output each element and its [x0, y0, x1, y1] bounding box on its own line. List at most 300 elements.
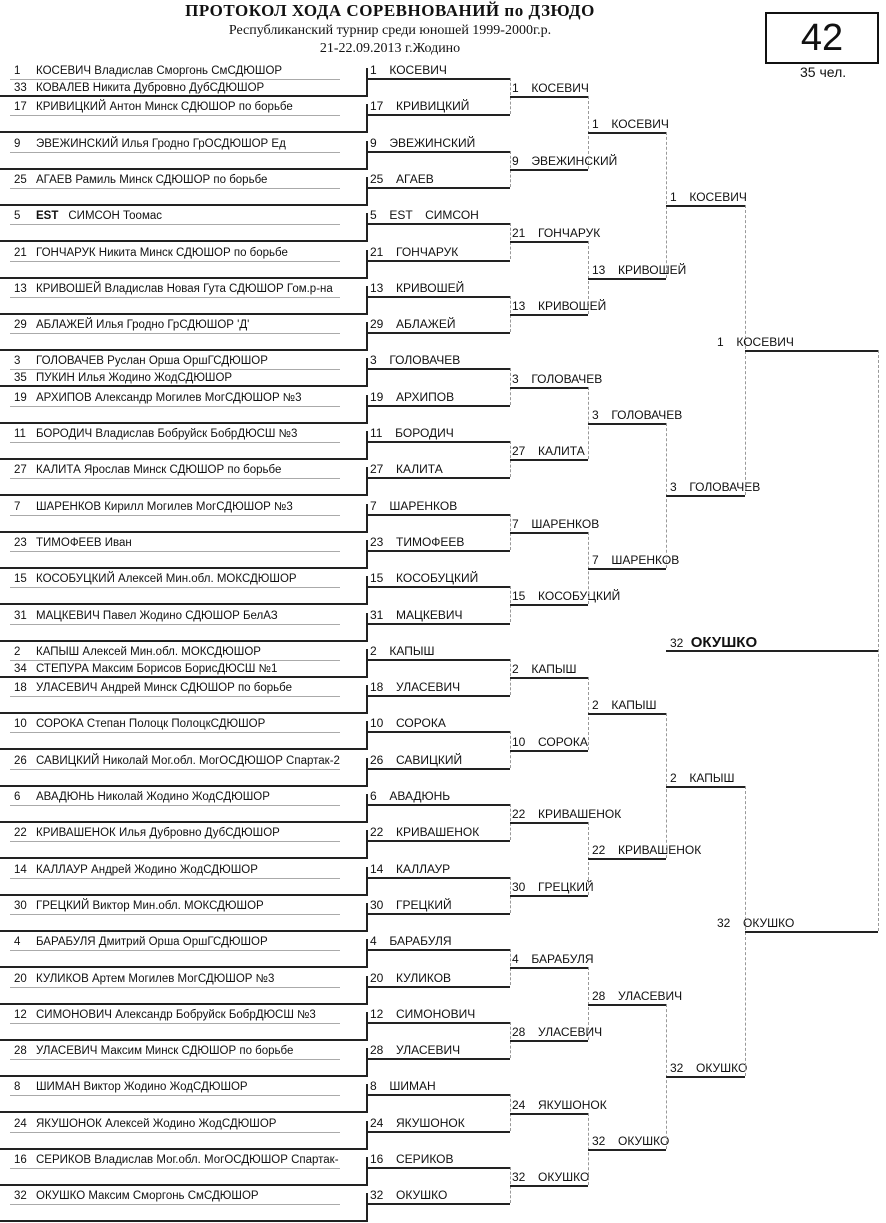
round-1-winner: 13 КРИВОШЕЙ [370, 280, 465, 295]
entry-number: 28 [14, 1045, 27, 1058]
entry-row [14, 1009, 316, 1021]
entry-connector [366, 1193, 368, 1221]
round-1-winner: 11 БОРОДИЧ [370, 426, 454, 440]
entry-number: 26 [14, 754, 27, 767]
entry-name: АБЛАЖЕЙ Илья Гродно ГрСДЮШОР 'Д' [36, 319, 250, 332]
entry-separator [0, 531, 368, 533]
round-line [510, 967, 588, 969]
round-line [366, 1167, 510, 1169]
entry-connector [366, 685, 368, 713]
round-line [510, 532, 588, 534]
entry-underline [10, 115, 340, 116]
entry-name: ГРЕЦКИЙ Виктор Мин.обл. МОКСДЮШОР [36, 899, 264, 912]
entry-underline [10, 987, 340, 988]
entry-name: СИМОНОВИЧ Александр Бобруйск БобрДЮСШ №3 [36, 1008, 316, 1021]
entry-underline [10, 297, 340, 298]
round-line [510, 459, 588, 461]
round-1-winner: 29 АБЛАЖЕЙ [370, 317, 456, 332]
entry-connector [366, 250, 368, 278]
entry-underline [10, 1059, 340, 1060]
round-3-winner: 13 КРИВОШЕЙ [592, 262, 687, 277]
entry-separator [0, 458, 368, 460]
entry-separator [0, 349, 368, 351]
round-line [366, 260, 510, 262]
entry-separator [0, 930, 368, 932]
entry-separator [0, 494, 368, 496]
round-4-winner: 2 КАПЫШ [670, 770, 735, 785]
entry-number: 7 [14, 500, 21, 513]
entry-separator [0, 313, 368, 315]
round-1-winner: 30 ГРЕЦКИЙ [370, 897, 452, 912]
round-1-winner: 16 СЕРИКОВ [370, 1152, 454, 1166]
round-1-winner: 8 ШИМАН [370, 1079, 436, 1094]
round-line [366, 441, 510, 443]
round-line [510, 96, 588, 98]
entry-number: 19 [14, 391, 27, 404]
entry-underline [10, 478, 340, 479]
round-4-winner: 3 ГОЛОВАЧЕВ [670, 480, 761, 495]
round-line [510, 241, 588, 243]
entry-number: 18 [14, 682, 27, 695]
round-line [366, 913, 510, 915]
round-line [366, 332, 510, 334]
entry-number: 25 [14, 173, 27, 186]
round-line [588, 132, 666, 134]
round-1-winner: 17 КРИВИЦКИЙ [370, 99, 470, 114]
round-1-winner: 5 EST СИМСОН [370, 208, 479, 223]
entry-name: ОКУШКО Максим Сморгонь СмСДЮШОР [36, 1190, 259, 1203]
round-line [366, 586, 510, 588]
entry-connector [366, 177, 368, 205]
entry-number: 32 [14, 1190, 27, 1203]
entry-number: 20 [14, 972, 27, 985]
round-1-winner: 4 БАРАБУЛЯ [370, 934, 452, 949]
round-line [588, 278, 666, 280]
round-3-winner: 2 КАПЫШ [592, 698, 657, 713]
entry-name: КОСОБУЦКИЙ Алексей Мин.обл. МОКСДЮШОР [36, 573, 297, 586]
entry-connector [366, 758, 368, 786]
entry-connector [366, 504, 368, 532]
entry-row [14, 1045, 293, 1057]
tournament-subtitle: Республиканский турнир среди юношей 1999-2000г.р. [228, 23, 552, 38]
entry-number: 17 [14, 101, 27, 114]
entry-number: 13 [14, 282, 27, 295]
entry-separator [0, 966, 368, 968]
entry-underline [10, 261, 340, 262]
round-line [366, 1131, 510, 1133]
round-line [366, 695, 510, 697]
round-line [745, 350, 878, 352]
entry-underline [10, 1023, 340, 1024]
round-line [666, 205, 745, 207]
entry-row [14, 573, 297, 585]
entry-connector [366, 431, 368, 459]
entry-connector [366, 104, 368, 132]
entry-number: 4 [14, 936, 21, 949]
round-line [366, 731, 510, 733]
entry-name: ЯКУШОНОК Алексей Жодино ЖодСДЮШОР [36, 1117, 277, 1130]
entry-number: 6 [14, 791, 21, 803]
entry-row [14, 283, 333, 295]
prelim-entry-row [14, 372, 232, 384]
entry-row [14, 501, 293, 513]
final-connector [878, 350, 879, 931]
round-1-winner: 24 ЯКУШОНОК [370, 1115, 465, 1130]
entry-number: 1 [14, 65, 21, 77]
entry-name: КУЛИКОВ Артем Могилев МогСДЮШОР №3 [36, 972, 275, 985]
round-1-winner: 26 САВИЦКИЙ [370, 752, 463, 767]
entry-name: ГОНЧАРУК Никита Минск СДЮШОР по борьбе [36, 246, 288, 259]
entry-underline [10, 79, 340, 80]
round-line [510, 387, 588, 389]
entry-connector [366, 395, 368, 423]
round-1-winner: 31 МАЦКЕВИЧ [370, 607, 463, 622]
round-line [588, 713, 666, 715]
entry-underline [10, 188, 340, 189]
entry-underline [10, 551, 340, 552]
round-line [366, 151, 510, 153]
entry-underline [10, 950, 340, 951]
round-1-winner: 18 УЛАСЕВИЧ [370, 680, 461, 695]
entry-separator [0, 131, 368, 133]
entry-number: 22 [14, 827, 27, 840]
entry-name: САВИЦКИЙ Николай Мог.обл. МогОСДЮШОР Спартак-2 [36, 754, 340, 767]
prelim-entry-name: СТЕПУРА Максим Борисов БорисДЮСШ №1 [36, 662, 278, 675]
round-line [510, 750, 588, 752]
round-line [366, 986, 510, 988]
entry-number: 5 [14, 210, 21, 223]
round-1-winner: 27 КАЛИТА [370, 462, 443, 477]
round-line [366, 1203, 510, 1205]
entry-separator [0, 603, 368, 605]
round-line [588, 1149, 666, 1151]
entry-separator [0, 857, 368, 859]
entry-name: ГОЛОВАЧЕВ Руслан Орша ОршГСДЮШОР [36, 355, 268, 368]
round-line [510, 169, 588, 171]
entry-row [14, 101, 293, 113]
entry-connector [366, 540, 368, 568]
entry-number: 10 [14, 718, 27, 731]
entry-row [14, 791, 270, 803]
entry-connector [366, 576, 368, 604]
round-2-winner: 7 ШАРЕНКОВ [512, 516, 600, 531]
entry-name: КРИВИЦКИЙ Антон Минск СДЮШОР по борьбе [36, 101, 293, 114]
entry-underline [10, 696, 340, 697]
entry-row [14, 1118, 276, 1130]
entry-country: EST [36, 210, 59, 223]
round-3-winner: 7 ШАРЕНКОВ [592, 553, 680, 568]
entry-name: КРИВАШЕНОК Илья Дубровно ДубСДЮШОР [36, 827, 280, 840]
entry-row [14, 1154, 339, 1166]
entry-separator [0, 1220, 368, 1222]
entry-number: 8 [14, 1081, 21, 1094]
entry-row [14, 210, 162, 222]
entry-underline [10, 333, 340, 334]
round-line [666, 495, 745, 497]
round-2-winner: 1 КОСЕВИЧ [512, 81, 589, 96]
entry-connector [366, 613, 368, 641]
round-3-winner: 1 КОСЕВИЧ [592, 117, 669, 132]
entry-connector [366, 1157, 368, 1185]
entry-connector [366, 358, 368, 386]
entry-name: ШАРЕНКОВ Кирилл Могилев МогСДЮШОР №3 [36, 500, 293, 513]
round-line [366, 768, 510, 770]
round-2-winner: 4 БАРАБУЛЯ [512, 952, 594, 967]
entry-underline [10, 769, 340, 770]
round-1-winner: 6 АВАДЮНЬ [370, 789, 451, 803]
entry-name: АВАДЮНЬ Николай Жодино ЖодСДЮШОР [36, 791, 270, 803]
entry-name: СИМСОН Тоомас [68, 210, 162, 223]
entry-underline [10, 587, 340, 588]
round-5-winner: 1 КОСЕВИЧ [717, 335, 794, 350]
entry-number: 9 [14, 137, 21, 150]
entry-underline [10, 878, 340, 879]
entry-row [14, 718, 265, 730]
entry-row [14, 65, 282, 77]
entry-row [14, 646, 261, 658]
entry-row [14, 174, 267, 186]
entry-number: 12 [14, 1008, 27, 1021]
entry-number: 30 [14, 899, 27, 912]
entry-name: УЛАСЕВИЧ Максим Минск СДЮШОР по борьбе [36, 1045, 294, 1058]
entry-separator [0, 1148, 368, 1150]
round-1-winner: 25 АГАЕВ [370, 171, 434, 186]
entry-row [14, 900, 264, 912]
round-1-winner: 7 ШАРЕНКОВ [370, 498, 458, 513]
round-3-winner: 22 КРИВАШЕНОК [592, 843, 702, 858]
entry-name: СЕРИКОВ Владислав Мог.обл. МогОСДЮШОР Спартак- [36, 1154, 339, 1166]
entry-name: КРИВОШЕЙ Владислав Новая Гута СДЮШОР Гом.р-на [36, 282, 333, 295]
entry-separator [0, 821, 368, 823]
entry-row [14, 138, 286, 150]
entry-separator [0, 676, 368, 678]
entry-name: УЛАСЕВИЧ Андрей Минск СДЮШОР по борьбе [36, 682, 292, 695]
round-2-winner: 9 ЭВЕЖИНСКИЙ [512, 153, 618, 168]
entry-number: 21 [14, 246, 27, 259]
entry-connector [366, 467, 368, 495]
entry-separator [0, 277, 368, 279]
entry-row [14, 1190, 259, 1202]
entry-underline [10, 369, 340, 370]
entry-separator [0, 785, 368, 787]
round-2-winner: 28 УЛАСЕВИЧ [512, 1024, 603, 1039]
entry-number: 27 [14, 464, 27, 477]
round-3-winner: 3 ГОЛОВАЧЕВ [592, 407, 683, 422]
entry-row [14, 827, 280, 839]
entry-connector [366, 286, 368, 314]
entry-name: АГАЕВ Рамиль Минск СДЮШОР по борьбе [36, 173, 268, 186]
entry-underline [10, 1132, 340, 1133]
entry-row [14, 537, 132, 549]
entry-underline [10, 442, 340, 443]
entry-name: АРХИПОВ Александр Могилев МогСДЮШОР №3 [36, 391, 302, 404]
round-line [366, 223, 510, 225]
participant-count: 35 чел. [800, 64, 847, 80]
round-2-winner: 27 КАЛИТА [512, 444, 585, 459]
round-1-winner: 22 КРИВАШЕНОК [370, 825, 480, 840]
round-1-winner: 10 СОРОКА [370, 716, 446, 731]
entry-separator [0, 640, 368, 642]
entry-number: 23 [14, 536, 27, 549]
round-2-winner: 13 КРИВОШЕЙ [512, 298, 607, 313]
entry-name: СОРОКА Степан Полоцк ПолоцкСДЮШОР [36, 718, 266, 731]
round-2-winner: 32 ОКУШКО [512, 1170, 590, 1185]
round-1-winner: 9 ЭВЕЖИНСКИЙ [370, 135, 476, 150]
round-line [366, 405, 510, 407]
round-1-winner: 28 УЛАСЕВИЧ [370, 1043, 461, 1058]
entry-separator [0, 1184, 368, 1186]
final-winner [670, 634, 757, 651]
entry-separator [0, 894, 368, 896]
entry-connector [366, 1048, 368, 1076]
round-line [366, 114, 510, 116]
round-line [366, 550, 510, 552]
entry-number: 3 [14, 355, 21, 368]
entry-underline [10, 1168, 340, 1169]
entry-connector [366, 68, 368, 96]
entry-underline [10, 805, 340, 806]
round-1-winner: 19 АРХИПОВ [370, 389, 455, 404]
entry-underline [10, 1095, 340, 1096]
entry-separator [0, 168, 368, 170]
round-3-winner: 32 ОКУШКО [592, 1133, 670, 1148]
entry-row [14, 428, 297, 440]
entry-separator [0, 240, 368, 242]
round-line [366, 623, 510, 625]
round-line [366, 840, 510, 842]
round-2-winner: 24 ЯКУШОНОК [512, 1097, 607, 1112]
entry-connector [366, 1121, 368, 1149]
round-1-winner: 20 КУЛИКОВ [370, 970, 452, 985]
round-line [588, 1004, 666, 1006]
entry-row [14, 355, 268, 367]
round-line [366, 296, 510, 298]
entry-underline [10, 914, 340, 915]
round-line [366, 1058, 510, 1060]
round-1-winner: 1 КОСЕВИЧ [370, 63, 447, 77]
round-line [588, 568, 666, 570]
entry-underline [10, 732, 340, 733]
round-line [366, 1022, 510, 1024]
round-line [510, 1113, 588, 1115]
entry-name: КАЛЛАУР Андрей Жодино ЖодСДЮШОР [36, 863, 258, 876]
round-line [366, 659, 510, 661]
entry-underline [10, 224, 340, 225]
entry-separator [0, 422, 368, 424]
prelim-entry-row [14, 663, 277, 675]
page-title: ПРОТОКОЛ ХОДА СОРЕВНОВАНИЙ по ДЗЮДО [185, 1, 595, 20]
entry-number: 29 [14, 319, 27, 332]
round-2-winner: 15 КОСОБУЦКИЙ [512, 589, 621, 604]
entry-separator [0, 204, 368, 206]
entry-number: 11 [14, 428, 26, 440]
entry-row [14, 610, 278, 622]
weight-category-box: 42 [765, 12, 879, 64]
entry-row [14, 682, 292, 694]
entry-row [14, 973, 274, 985]
entry-name: МАЦКЕВИЧ Павел Жодино СДЮШОР БелАЗ [36, 609, 278, 622]
round-line [366, 78, 510, 80]
entry-separator [0, 567, 368, 569]
entry-connector [366, 830, 368, 858]
round-line [366, 477, 510, 479]
entry-row [14, 319, 249, 331]
entry-connector [366, 141, 368, 169]
entry-connector [366, 213, 368, 241]
entry-underline [10, 841, 340, 842]
entry-name: БАРАБУЛЯ Дмитрий Орша ОршГСДЮШОР [36, 936, 268, 949]
entry-connector [366, 1084, 368, 1112]
round-1-winner: 3 ГОЛОВАЧЕВ [370, 353, 461, 368]
round-1-winner: 2 КАПЫШ [370, 643, 435, 658]
entry-name: КАЛИТА Ярослав Минск СДЮШОР по борьбе [36, 464, 282, 477]
entry-connector [366, 976, 368, 1004]
round-line [666, 1076, 745, 1078]
entry-number: 31 [14, 609, 27, 622]
round-1-winner: 14 КАЛЛАУР [370, 861, 451, 876]
entry-underline [10, 152, 340, 153]
entry-connector [366, 1012, 368, 1040]
round-2-winner: 22 КРИВАШЕНОК [512, 807, 622, 822]
round-line [666, 786, 745, 788]
round-line [366, 368, 510, 370]
entry-name: БОРОДИЧ Владислав Бобруйск БобрДЮСШ №3 [36, 428, 298, 440]
entry-separator [0, 1039, 368, 1041]
entry-row [14, 936, 268, 948]
round-1-winner: 32 ОКУШКО [370, 1188, 448, 1203]
entry-name: ЭВЕЖИНСКИЙ Илья Гродно ГрОСДЮШОР Ед [36, 137, 286, 150]
round-line [510, 314, 588, 316]
entry-separator [0, 1111, 368, 1113]
prelim-entry-row [14, 82, 264, 94]
entry-connector [366, 903, 368, 931]
round-line [588, 423, 666, 425]
entry-separator [0, 1075, 368, 1077]
entry-separator [0, 748, 368, 750]
round-line [510, 677, 588, 679]
entry-underline [10, 1204, 340, 1205]
round-line [588, 858, 666, 860]
entry-underline [10, 406, 340, 407]
round-line [510, 1185, 588, 1187]
entry-connector [366, 649, 368, 677]
entry-underline [10, 515, 340, 516]
prelim-entry-num: 34 [14, 662, 27, 675]
entry-name: КОСЕВИЧ Владислав Сморгонь СмСДЮШОР [36, 65, 283, 77]
prelim-entry-name: КОВАЛЕВ Никита Дубровно ДубСДЮШОР [36, 82, 265, 94]
prelim-entry-num: 35 [14, 372, 27, 385]
round-line [366, 514, 510, 516]
entry-separator [0, 712, 368, 714]
final-winner-name: ОКУШКО [690, 634, 758, 651]
round-line [366, 1094, 510, 1096]
entry-connector [366, 939, 368, 967]
entry-row [14, 1081, 248, 1093]
round-2-winner: 2 КАПЫШ [512, 661, 577, 676]
round-line [510, 895, 588, 897]
entry-name: КАПЫШ Алексей Мин.обл. МОКСДЮШОР [36, 645, 261, 658]
final-winner-number: 32 [670, 636, 684, 650]
entry-connector [366, 794, 368, 822]
round-line [510, 604, 588, 606]
entry-row [14, 755, 340, 767]
round-4-winner: 1 КОСЕВИЧ [670, 190, 747, 205]
entry-separator [0, 1003, 368, 1005]
entry-number: 24 [14, 1117, 27, 1130]
entry-number: 15 [14, 573, 27, 586]
round-2-winner: 10 СОРОКА [512, 734, 588, 749]
round-5-winner: 32 ОКУШКО [717, 916, 795, 931]
